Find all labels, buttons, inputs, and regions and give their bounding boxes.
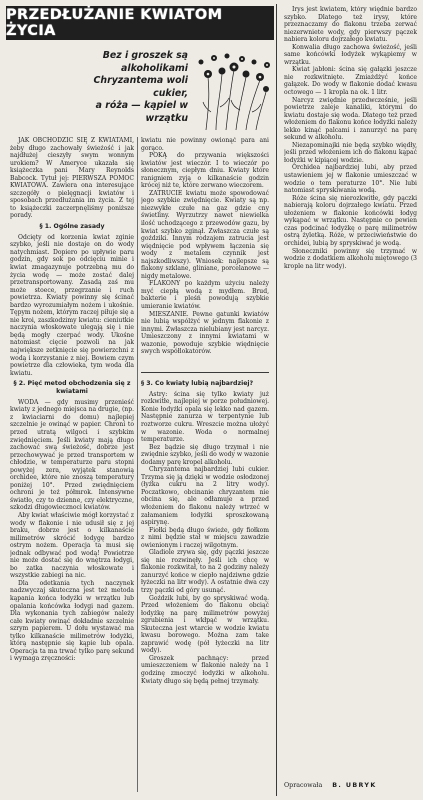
subtitle-line: alkoholikami xyxy=(121,62,188,74)
article-paragraph: Fiołki będą długo świeże, gdy fiołkom z nimi będzie stał w miejscu zawadzie owienionym i raczej wilgotnym. xyxy=(141,526,269,549)
section-heading: § 1. Ogólne zasady xyxy=(39,223,105,231)
article-paragraph: Aby kwiat właściwie mógł korzystać z wody w flakonie i nie udusił się z jej braku, dobrze jest o kilkanaście milimetrów skrócić łodygę bardzo ostrym nożem. Operacja ta musi się jednak odbywać pod wodą! Powietrze nie może dostać się do wnętrza łodygi, bo zatka naczynia włoskowate i wszystkie zabiegi na nic. xyxy=(10,512,134,580)
author-name: B. UBRYK xyxy=(332,782,377,789)
article-paragraph: Konwalia długo zachowa świeżość, jeśli same końcówki łodyżek wykąpiemy w wrzątku. xyxy=(284,43,417,66)
article-paragraph: ZATRUCIE kwiatu może spowodować jego szybkie zwiędnięcie. Kwiaty są np. niezwykłe czułe na gaz gdzie cny świetliny. Wyrzutrzy nawet niewielka ilość uchodzącego z przewodów gazu, by kwiat szybko zginął. Zwłaszcza czułe są goździki. Innym rodzajem zatrucia jest więdnięcie pod wpływem łączenia się wody z metalem czynnik jest najszkodliwszy). Wniosek: najlepsze są flakony szklane, gliniane, porcelanowe — nigdy metalowe. xyxy=(141,189,269,280)
article-paragraph: Groszek pachnący: przed umieszczeniem w flakonie należy na 1 godzinę zmoczyć łodyżki w alkoholu. Kwiaty długo się będą pełnej trzymały. xyxy=(141,654,269,685)
article-paragraph: FLAKONY po każdym użyciu należy myć ciepłą wodą z mydłem. Brud, bakterie i pleśń powodują szybkie umieranie kwiatów. xyxy=(141,280,269,311)
article-paragraph: WODA — gdy musimy przenieść kwiaty z jednego miejsca na drugie, (np. z kwiaciarni do domu) najlepiej szczelnie je owinąć w papier. Chroni to przed utratą wilgoci i szybkim zwiędnięciem. Jeśli kwiaty mają długo zachować swą świeżość, dobrze jest przechowywać je przed transportem w chłodzie, w temperaturze paru stopni powyżej zera, wyjątek stanowią orchidee, które nie znoszą temperatury poniżej 10°. Przed zwiędnięciem ochroni je też półmrok. Intensywne światło, czy to dzienne, czy elektryczne, szkodzi długowiecznoci kwiatów. xyxy=(10,398,134,512)
subtitle-line: cukier, xyxy=(153,87,188,99)
article-paragraph: Róże ścina się nierozkwitłe, gdy pączki nabierają koloru dojrzałego kwiatu. Przed ułożeniem w flakonie końcówki łodyg wykąpać w wrzątku. Następnie co pewien czas podcinać łodyżkę o parę milimetrów ostrą żyletką. Róże, w przeciwieństwie do orchidei, lubią by spryskiwać je wodą. xyxy=(284,194,417,247)
author-signature xyxy=(284,782,417,789)
article-column-1 xyxy=(10,137,134,795)
article-title: PRZEDŁUŻANIE KWIATOM ŻYCIA xyxy=(6,6,274,40)
subtitle-line: wrzątku xyxy=(145,112,188,124)
subtitle-line: a róża — kąpiel w xyxy=(95,100,188,112)
subtitle-line: Bez i groszek są xyxy=(102,50,188,61)
article-paragraph: Goździk lubi, by go spryskiwać wodą. Przed włożeniem do flakonu obciąć łodyżkę na parę milimetrów powyżej zgrubienia i wkłpąć w wrzątku. Skuteczna jest wtarcie w wodzie kwiatu kwasu borowego. Można zam take zaprawić wodę (pół łyżeczki na litr wody). xyxy=(141,594,269,655)
article-paragraph: Bez bądzie się długo trzymał i nie zwiędnie szybko, jeśli do wody w wazonie dodamy parę kropel alkoholu. xyxy=(141,443,269,466)
article-column-3 xyxy=(284,6,417,776)
column-divider xyxy=(276,4,277,796)
section-heading: § 2. Pięć metod obchodzenia się z kwiatami xyxy=(13,380,131,395)
article-paragraph: Narcyz zwiędnie przedwcześnie, jeśli powietrze zaleje kanaliki, którymi do kwiatu dostaje się woda. Dlatego też przed włożeniem do flakonu końce łodyżki należy lekko kinąć palcami i zanurzyć na parę sekund w alkoholu. xyxy=(284,96,417,142)
article-paragraph: Chryzantema najbardziej lubi cukier. Trzyma się ją dzięki w wodzie osłodzonej (łyżka cukru na 2 litry wody). Poczatkowo, obcinanie chryzantem nie obcina się, ale odłamuje a przed włożeniem do flakonu należy wtrzeć w załamaniem łodyżki sproszkowaną aspirynę. xyxy=(141,466,269,527)
article-paragraph: Gladiole zrywa się, gdy pączki jeszcze się nie rozwinęły. Jeśli ich chcę w flakonie rozkwitał, to na 2 godziny należy zanurzyć końce w ciepło najdziwne gdzie łyżeczki na litr wody). A ostatnie dwa czy trzy pączki od góry usunąć. xyxy=(141,549,269,595)
article-paragraph: MIESZANIE. Pewne gatunki kwiatów nie lubią wspólżyć w jednym flakonie z innymi. Zwłaszcza nielubiany jest narcyz. Umieszczony z innymi kwiatami w wazonie, powoduje szybkie więdnięcie swych współlokatorów. xyxy=(141,310,269,356)
article-intro: JAK OBCHODZIĆ SIĘ Z KWIATAMI, żeby długo zachowały świeżość i jak najdłużej cieszyły swym wonnym urokiem? W Ameryce ukazała się książeczka pani Mary Reynolds Babcock. Tytuł jej: PIERWSZA POMOC KWIATOWA. Zawiera ona interesujące szczegóły o pielęgnacji kwiatów i sposobach przedłużania im życia. Z tej to książeczki zaczerpnęliśmy poniższe porady. xyxy=(10,137,134,220)
article-paragraph: Orchidea najbardziej lubi, aby przed ustawieniem jej w flakonie umieszczać w wodzie o tem peraturze 10°. Nie lubi natomiast spryskiwania wodą. xyxy=(284,164,417,195)
article-paragraph: Słoneczniki powinny się trzymać w wodzie z dodatkiem alkoholu miętowego (3 krople na litr wody). xyxy=(284,247,417,270)
article-paragraph: Astry: ścina się tylko kwiaty już rozkwitłe, najlepiej w porze południowej. Konie łodyżki opala się lekko nad gazem. Następnie zanurza w terpentynie lub roztworze cukru. Wreszcie można ułożyć w wazonie. Woda o normalnej temperaturze. xyxy=(141,390,269,444)
article-paragraph: Niezapominajki nie będą szybko więdły, jeśli przed włożeniem ich do flakonu kąpać łodyżki w kipiącej wodzie. xyxy=(284,141,417,164)
column-divider xyxy=(137,137,138,792)
signature-prefix: Opracowała xyxy=(284,782,323,789)
article-column-2-top xyxy=(141,137,269,369)
flowers-illustration xyxy=(196,52,272,132)
article-subtitle xyxy=(60,50,188,126)
subtitle-line: Chryzantema woli xyxy=(93,75,188,87)
article-column-2-bottom xyxy=(141,377,269,795)
article-paragraph: Irys jest kwiatem, który więdnie bardzo szybko. Dlatego też irysy, które przeznaczamy do flakonu trzeba zerwać niezerwniete wody, gdy pierwszy pączek nabiera koloru dojrzałego kwiatu. xyxy=(284,6,417,44)
article-paragraph: POKĄ do przywania większości kwiatów jest wieczór. I to wieczór po słonecznym, ciepłym dniu. Kwiaty które ranigniem zyją o kilkanaście godzin krócej niż te, które zerwano wieczorem. xyxy=(141,152,269,190)
article-paragraph: Odcięty od korzenia kwiat zginie szybko, jeśli nie dostaje on do wody natychmiast. Dopiero po upływie paru godzin, gdy sok po odcięciu minie i kwiat zmagazynuje potrzebną mu do życia wodę — może zostać dalej przetransportowany. Zasadą zaś mu może stoece, przegrzanie i ruch powietrza. Kwiaty powinny się ścinać bardzo wyrozumiałym nożem i ukośnie. Tępym nożem, którym raczej piłuje się a nie kroi, zaszkodzimy kwiatu: cieniutkie naczynia włoskowate ulegają się i nie będą mogły czerpać wody. Ukośne natomiast cięcie pozwoli na jak największe zetknięcie się powierzchni z wodą i korzystanie z niej. Bowiem czym powietrze dla człowieka, tym woda dla kwiatu. xyxy=(10,233,134,377)
article-paragraph: Dla odetkania tych naczynek nadzwyczaj skuteczna jest też metoda kąpania końca łodyżki w wrzątku lub opalania końcówka łodygi nad gazem. Dla wykonania tych zabiegów należy całe kwiaty owinąć dokładnie szczelnie szrym papierem. U dołu wystawać ma tylko kilkanaście milimetrów łodyżki, którą następnie się kąpie lub opala. Operacja ta ma trwać tylko parę sekund i wymaga zręczności: xyxy=(10,579,134,663)
article-paragraph: Kwiat jabłoni: ścina się gałązki jeszcze nie rozkwitnięte. Zmiażdżyć końce gałązek. Do wody w flakonie dodać kwasu octowego — 1 kropla na ok. 1 litr. xyxy=(284,66,417,97)
section-heading: § 3. Co kwiaty lubią najbardziej? xyxy=(141,380,254,387)
section-divider xyxy=(141,372,269,373)
article-paragraph: kwiatu nie powinny owionąć para ani gorąco. xyxy=(141,137,269,152)
